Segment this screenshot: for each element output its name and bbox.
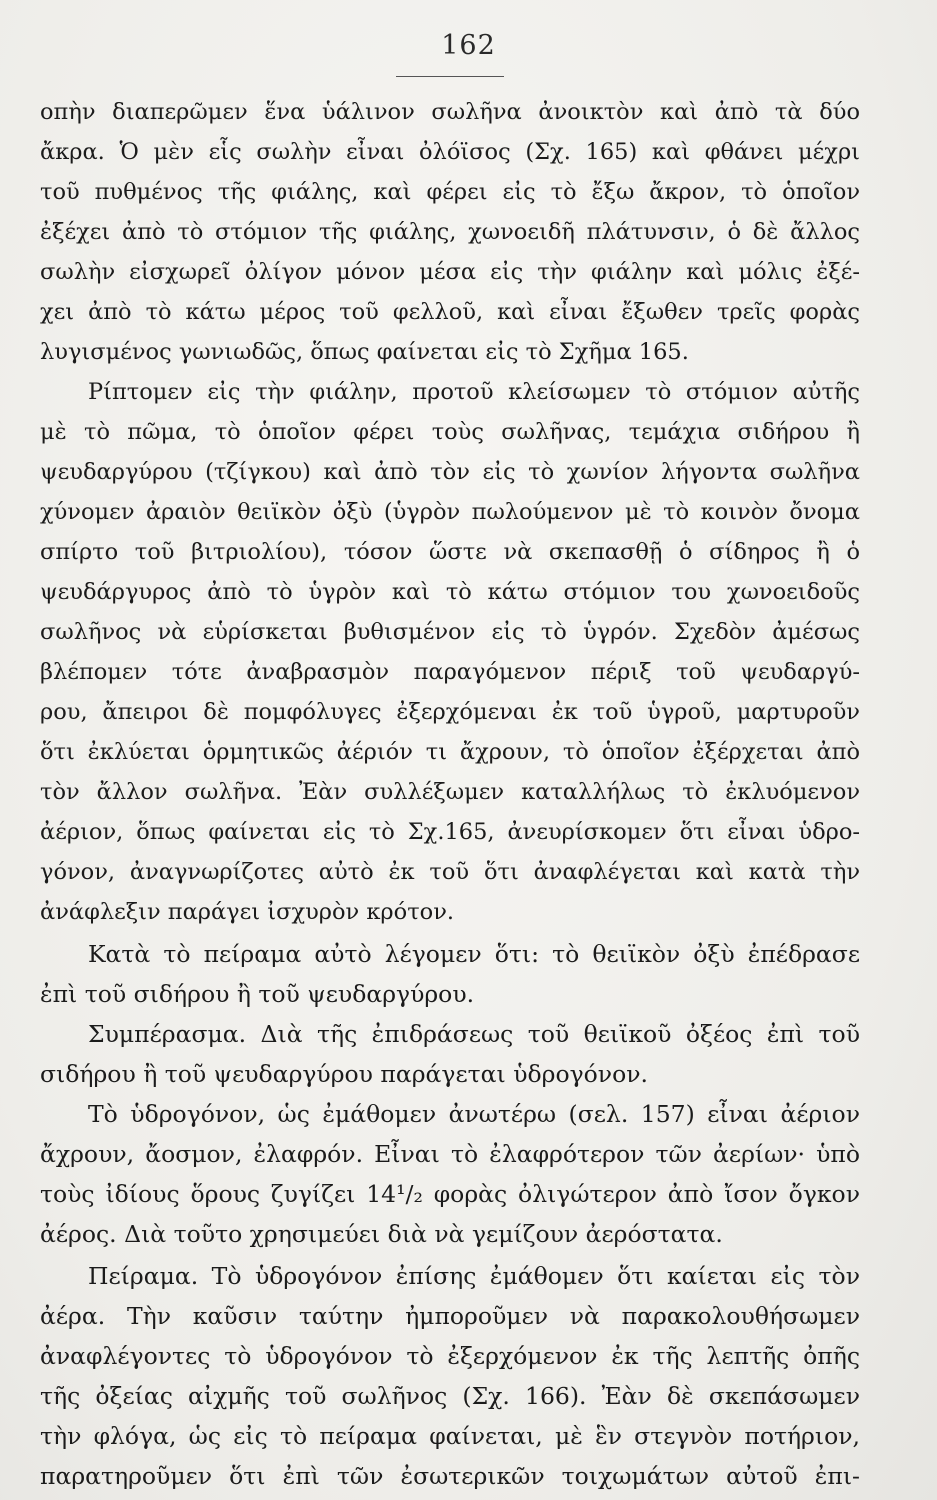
text-line: Συμπέρασμα. Διὰ τῆς ἐπιδράσεως τοῦ θειϊκοῦ ὀξέος ἐπὶ τοῦ [88,1020,860,1048]
text-line: ἀνάφλεξιν παράγει ἰσχυρὸν κρότον. [40,899,455,925]
text-line: ὅτι ἐκλύεται ὁρμητικῶς ἀέριόν τι ἄχρουν, τὸ ὁποῖον ἐξέρχεται ἀπὸ [40,739,860,765]
text-line: μὲ τὸ πῶμα, τὸ ὁποῖον φέρει τοὺς σωλῆνας, τεμάχια σιδήρου ἢ [40,419,860,445]
text-line: ἀέρα. Τὴν καῦσιν ταύτην ἠμποροῦμεν νὰ παρακολουθήσωμεν [40,1302,860,1330]
text-line: ἐπὶ τοῦ σιδήρου ἢ τοῦ ψευδαργύρου. [40,980,475,1008]
text-line: ρου, ἄπειροι δὲ πομφόλυγες ἐξερχόμεναι ἐκ τοῦ ὑγροῦ, μαρτυροῦν [40,699,860,725]
text-line: Ρίπτομεν εἰς τὴν φιάλην, προτοῦ κλείσωμεν τὸ στόμιον αὐτῆς [88,379,860,405]
text-line: τοὺς ἰδίους ὅρους ζυγίζει 14¹/₂ φορὰς ὀλιγώτερον ἀπὸ ἴσον ὄγκον [40,1180,860,1208]
text-line: Κατὰ τὸ πείραμα αὐτὸ λέγομεν ὅτι: τὸ θειϊκὸν ὀξὺ ἐπέδρασε [88,940,860,968]
text-line: παρατηροῦμεν ὅτι ἐπὶ τῶν ἐσωτερικῶν τοιχωμάτων αὐτοῦ ἐπι- [40,1462,860,1490]
text-line: ἀέρος. Διὰ τοῦτο χρησιμεύει διὰ νὰ γεμίζουν ἀερόστατα. [40,1220,723,1248]
text-line: οπὴν διαπερῶμεν ἕνα ὑάλινον σωλῆνα ἀνοικτὸν καὶ ἀπὸ τὰ δύο [40,99,860,125]
text-line: Πείραμα. Τὸ ὑδρογόνον ἐπίσης ἐμάθομεν ὅτι καίεται εἰς τὸν [88,1262,860,1290]
text-line: ἀέριον, ὅπως φαίνεται εἰς τὸ Σχ.165, ἀνευρίσκομεν ὅτι εἶναι ὑδρο- [40,819,860,845]
text-line: ἀναφλέγοντες τὸ ὑδρογόνον τὸ ἐξερχόμενον ἐκ τῆς λεπτῆς ὀπῆς [40,1342,860,1370]
text-line: τὴν φλόγα, ὡς εἰς τὸ πείραμα φαίνεται, μὲ ἓν στεγνὸν ποτήριον, [40,1422,860,1450]
page-number-rule [396,76,504,77]
text-line: ἄχρουν, ἄοσμον, ἐλαφρόν. Εἶναι τὸ ἐλαφρότερον τῶν ἀερίων· ὑπὸ [40,1140,860,1168]
text-line: ἄκρα. Ὁ μὲν εἷς σωλὴν εἶναι ὀλόϊσος (Σχ. 165) καὶ φθάνει μέχρι [40,139,860,165]
text-line: σωλὴν εἰσχωρεῖ ὀλίγον μόνον μέσα εἰς τὴν φιάλην καὶ μόλις ἐξέ- [40,259,860,285]
text-line: ἐξέχει ἀπὸ τὸ στόμιον τῆς φιάλης, χωνοειδῆ πλάτυνσιν, ὁ δὲ ἄλλος [40,219,860,245]
text-line: σπίρτο τοῦ βιτριολίου), τόσον ὥστε νὰ σκεπασθῇ ὁ σίδηρος ἢ ὁ [40,539,860,565]
text-line: χύνομεν ἀραιὸν θειϊκὸν ὀξὺ (ὑγρὸν πωλούμενον μὲ τὸ κοινὸν ὄνομα [40,499,860,525]
text-line: ψευδαργύρου (τζίγκου) καὶ ἀπὸ τὸν εἰς τὸ χωνίον λήγοντα σωλῆνα [40,459,860,485]
text-line: τῆς ὀξείας αἰχμῆς τοῦ σωλῆνος (Σχ. 166). Ἐὰν δὲ σκεπάσωμεν [40,1382,860,1410]
page-number: 162 [441,30,496,61]
text-line: τὸν ἄλλον σωλῆνα. Ἐὰν συλλέξωμεν καταλλήλως τὸ ἐκλυόμενον [40,779,860,805]
text-line: βλέπομεν τότε ἀναβρασμὸν παραγόμενον πέριξ τοῦ ψευδαργύ- [40,659,860,685]
text-line: ψευδάργυρος ἀπὸ τὸ ὑγρὸν καὶ τὸ κάτω στόμιον του χωνοειδοῦς [40,579,860,605]
text-line: σιδήρου ἢ τοῦ ψευδαργύρου παράγεται ὑδρογόνον. [40,1060,648,1088]
text-line: χει ἀπὸ τὸ κάτω μέρος τοῦ φελλοῦ, καὶ εἶναι ἔξωθεν τρεῖς φορὰς [40,299,860,325]
text-line: τοῦ πυθμένος τῆς φιάλης, καὶ φέρει εἰς τὸ ἔξω ἄκρον, τὸ ὁποῖον [40,179,860,205]
text-line: λυγισμένος γωνιωδῶς, ὅπως φαίνεται εἰς τὸ Σχῆμα 165. [40,339,689,365]
text-line: σωλῆνος νὰ εὑρίσκεται βυθισμένον εἰς τὸ ὑγρόν. Σχεδὸν ἀμέσως [40,619,860,645]
text-line: Τὸ ὑδρογόνον, ὡς ἐμάθομεν ἀνωτέρω (σελ. 157) εἶναι ἀέριον [88,1100,860,1128]
text-line: γόνον, ἀναγνωρίζοτες αὐτὸ ἐκ τοῦ ὅτι ἀναφλέγεται καὶ κατὰ τὴν [40,859,860,885]
